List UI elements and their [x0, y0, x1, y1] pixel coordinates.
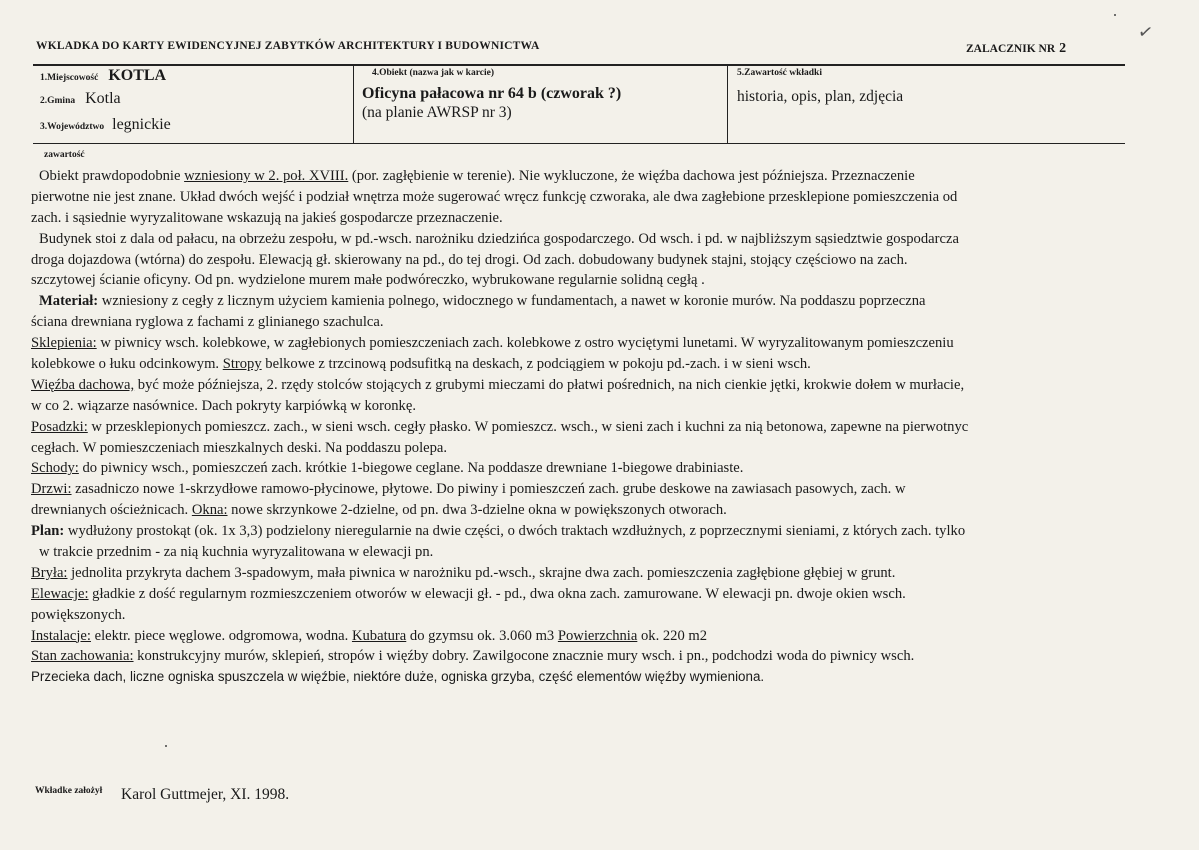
- text-line: szczytowej ścianie oficyny. Od pn. wydzielone murem małe podwóreczko, wybrukowane regularnie solidną cegłą .: [31, 272, 705, 289]
- text-line: droga dojazdowa (wtórna) do zespołu. Elewacją gł. skierowany na pd., do tej drogi. Od zach. dobudowany budynek stajni, stojący częściowo na zach.: [31, 251, 908, 268]
- text-line: Schody: do piwnicy wsch., pomieszczeń zach. krótkie 1-biegowe ceglane. Na poddasze drewniane 1-biegowe drabiniaste.: [31, 460, 744, 477]
- gmina-value: Kotla: [85, 90, 121, 107]
- text-line: Stan zachowania: konstrukcyjny murów, sklepień, stropów i więźby dobry. Zawilgocone znacznie mury wsch. i pn., podchodzi woda do piwnicy wsch.: [31, 648, 915, 665]
- text-line: Sklepienia: w piwnicy wsch. kolebkowe, w zagłebionych pomieszczeniach zach. kolebkowe z ostro wyciętymi lunetami. W wyryzalitowanym pomieszczeniu: [31, 335, 954, 352]
- text-line: Bryła: jednolita przykryta dachem 3-spadowym, mała piwnica w narożniku pd.-wsch., skrajne dwa zach. pomieszczenia zagłębione głębiej w grunt.: [31, 564, 896, 581]
- sklepienia-heading: Sklepienia:: [31, 335, 97, 352]
- miejscowosc-label: 1.Miejscowość: [40, 73, 99, 83]
- text-line: powiększonych.: [31, 606, 126, 623]
- section-label: zawartość: [44, 150, 85, 160]
- plan-heading: Plan:: [31, 523, 65, 540]
- wojewodztwo-label: 3.Województwo: [40, 122, 105, 132]
- text-line: drewnianych ościeżnicach. Okna: nowe skrzynkowe 2-dzielne, od pn. dwa 3-dzielne okna w powiększonych otworach.: [31, 502, 727, 519]
- zawartosc-label: 5.Zawartość wkładki: [737, 68, 822, 78]
- author-signature: Karol Guttmejer, XI. 1998.: [121, 786, 290, 803]
- stropy-heading: Stropy: [222, 356, 262, 373]
- zalacznik: [966, 41, 1066, 57]
- drzwi-heading: Drzwi:: [31, 481, 72, 498]
- wojewodztwo-value: legnickie: [112, 116, 171, 133]
- table-top-border: [33, 64, 1125, 66]
- text-line: cegłach. W pomieszczeniach mieszkalnych deski. Na poddaszu polepa.: [31, 439, 448, 456]
- elewacje-heading: Elewacje:: [31, 585, 89, 602]
- text-line: w trakcie przednim - za nią kuchnia wyryzalitowana w elewacji pn.: [39, 544, 434, 561]
- text-line: Budynek stoi z dala od pałacu, na obrzeżu zespołu, w pd.-wsch. narożniku dziedzińca gospodarczego. Od wsch. i pd. w najbliższym sąsiedztwie gospodarcza: [39, 230, 959, 247]
- text-line: Drzwi: zasadniczo nowe 1-skrzydłowe ramowo-płycinowe, płytowe. Do piwiny i pomieszczeń zach. grube deskowe na zawiasach pasowych, zach. w: [31, 481, 906, 498]
- material-heading: Materiał:: [39, 293, 99, 310]
- obiekt-name: Oficyna pałacowa nr 64 b (czworak ?): [362, 85, 622, 102]
- zalacznik-label: ZALACZNIK NR: [966, 43, 1056, 55]
- scan-speck: [165, 745, 167, 747]
- dating-text: wzniesiony w 2. poł. XVIII.: [184, 168, 349, 184]
- bryla-heading: Bryła:: [31, 564, 68, 581]
- text-line: Materiał: wzniesiony z cegły z licznym użyciem kamienia polnego, widocznego w fundamentach, a nawet w koronie murów. Na poddaszu poprzeczna: [39, 293, 926, 310]
- text-line: Plan: wydłużony prostokąt (ok. 1x 3,3) podzielony nieregularnie na dwie części, o dwóch traktach wzdłużnych, z poprzecznymi sieniami, z których zach. tylko: [31, 523, 966, 540]
- text-line: Posadzki: w przesklepionych pomieszcz. zach., w sieni wsch. cegły płasko. W pomieszcz. wsch., w sieni zach i kuchni za nią betonowa, zapewne na pierwotnyc: [31, 418, 969, 435]
- text-line: w co 2. wiązarze nasównice. Dach pokryty karpiówką w koronkę.: [31, 397, 416, 414]
- okna-heading: Okna:: [191, 502, 228, 519]
- table-divider-2: [727, 64, 728, 144]
- text-line: Więźba dachowa, być może późniejsza, 2. rzędy stolców stojących z grubymi mieczami do płatwi pośrednich, na nich cienkie jętki, krokwie dołem w murłacie,: [31, 376, 965, 393]
- author-label: Wkładke założył: [35, 786, 103, 796]
- zalacznik-number: 2: [1059, 41, 1067, 56]
- scan-speck: [1114, 14, 1116, 16]
- miejscowosc-value: KOTLA: [108, 67, 167, 84]
- checkmark-icon: ✓: [1136, 20, 1155, 44]
- text-line: zach. i sąsiednie wyryzalitowane wskazują na jakieś gospodarcze przeznaczenie.: [31, 209, 503, 226]
- instalacje-heading: Instalacje:: [31, 627, 91, 644]
- text-line: Instalacje: elektr. piece węglowe. odgromowa, wodna. Kubatura do gzymsu ok. 3.060 m3 Powierzchnia ok. 220 m2: [31, 627, 708, 644]
- table-divider-1: [353, 64, 354, 144]
- text-line: ściana drewniana ryglowa z fachami z glinianego szachulca.: [31, 314, 384, 331]
- wiezba-heading: Więźba dachowa,: [31, 376, 135, 393]
- text-line: Obiekt prawdopodobnie wzniesiony w 2. poł. XVIII. (por. zagłębienie w terenie). Nie wykluczone, że więźba dachowa jest późniejsza. Przeznaczenie: [39, 168, 915, 184]
- posadzki-heading: Posadzki:: [31, 418, 88, 435]
- text-line: kolebkowe o łuku odcinkowym. Stropy belkowe z trzcinową podsufitką na deskach, z podciągiem w pokoju pd.-zach. i w sieni wsch.: [31, 356, 811, 373]
- obiekt-note: (na planie AWRSP nr 3): [362, 104, 512, 121]
- text-line: pierwotne nie jest znane. Układ dwóch wejść i podział wnętrza może sugerować wręcz funkcję czworaka, ale dwa zagłebione przesklepione pomieszczenia od: [31, 188, 958, 205]
- text-line: Przecieka dach, liczne ogniska spuszczela w więźbie, niektóre duże, ogniska grzyba, część elementów więźby wymieniona.: [31, 669, 765, 685]
- stan-zachowania-heading: Stan zachowania:: [31, 648, 134, 665]
- text-line: Elewacje: gładkie z dość regularnym rozmieszczeniem otworów w elewacji gł. - pd., dwa okna zach. zamurowane. W elewacji pn. dwoje okien wsch.: [31, 585, 906, 602]
- powierzchnia-heading: Powierzchnia: [557, 627, 638, 644]
- gmina-label: 2.Gmina: [40, 96, 76, 106]
- document-title: WKLADKA DO KARTY EWIDENCYJNEJ ZABYTKÓW ARCHITEKTURY I BUDOWNICTWA: [36, 40, 540, 52]
- obiekt-label: 4.Obiekt (nazwa jak w karcie): [372, 68, 494, 78]
- schody-heading: Schody:: [31, 460, 79, 477]
- table-bottom-border: [33, 143, 1125, 144]
- zawartosc-value: historia, opis, plan, zdjęcia: [737, 88, 904, 105]
- description-body: [31, 166, 1131, 688]
- kubatura-heading: Kubatura: [351, 627, 407, 644]
